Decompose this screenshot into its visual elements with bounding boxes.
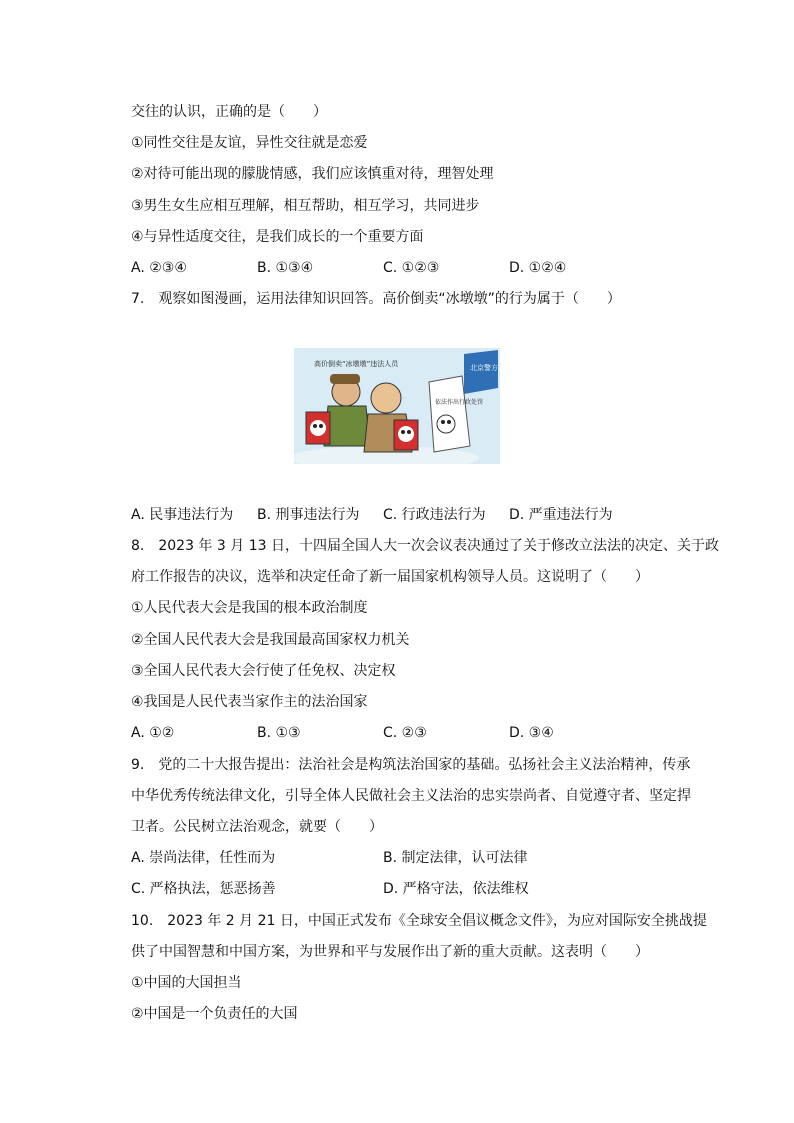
cartoon-caption: 高价倒卖“冰墩墩”违法人员 [314,360,399,368]
q6-item-4: ④与异性适度交往，是我们成长的一个重要方面 [131,229,424,245]
q8-option-a: A. ①② [131,725,175,741]
q10-item-2: ②中国是一个负责任的大国 [131,1006,298,1022]
q10-stem-line-1: 10. 2023 年 2 月 21 日，中国正式发布《全球安全倡议概念文件》，为应对国际安全挑战提 [131,913,707,929]
q8-item-4: ④我国是人民代表当家作主的法治国家 [131,694,368,710]
q8-item-2: ②全国人民代表大会是我国最高国家权力机关 [131,632,410,648]
q8-stem-line-1: 8. 2023 年 3 月 13 日，十四届全国人大一次会议表决通过了关于修改立法法的决定、关于政 [131,538,719,554]
q6-item-1: ①同性交往是友谊，异性交往就是恋爱 [131,135,368,151]
q6-option-a: A. ②③④ [131,260,187,276]
q8-option-c: C. ②③ [383,725,427,741]
q8-item-1: ①人民代表大会是我国的根本政治制度 [131,600,368,616]
q7-option-b: B. 刑事违法行为 [257,507,360,523]
q6-item-3: ③男生女生应相互理解，相互帮助，相互学习，共同进步 [131,198,480,214]
q6-item-2: ②对待可能出现的朦胧情感，我们应该慎重对待，理智处理 [131,166,494,182]
q8-option-d: D. ③④ [509,725,554,741]
q7-stem: 7. 观察如图漫画，运用法律知识回答。高价倒卖“冰墩墩”的行为属于（ ） [131,291,621,307]
scroll-label: 依法作出行政处罚 [435,399,484,406]
q10-item-1: ①中国的大国担当 [131,975,242,991]
q9-option-d: D. 严格守法，依法维权 [383,881,529,897]
flag-label: 北京警方 [470,364,498,372]
q9-stem-line-2: 中华优秀传统法律文化，引导全体人民做社会主义法治的忠实崇尚者、自觉遵守者、坚定捍 [131,788,691,804]
q9-option-b: B. 制定法律，认可法律 [383,850,528,866]
q6-option-d: D. ①②④ [509,260,567,276]
cartoon-figure [294,348,500,464]
q6-stem: 交往的认识，正确的是（ ） [131,104,327,120]
q9-stem-line-1: 9. 党的二十大报告提出：法治社会是构筑法治国家的基础。弘扬社会主义法治精神，传承 [131,757,691,773]
q8-option-b: B. ①③ [257,725,301,741]
police-flag [464,350,498,394]
cartoon-illustration [294,348,500,464]
q8-item-3: ③全国人民代表大会行使了任免权、决定权 [131,663,396,679]
q8-stem-line-2: 府工作报告的决议，选举和决定任命了新一届国家机构领导人员。这说明了（ ） [131,569,649,585]
q9-option-a: A. 崇尚法律，任性而为 [131,850,276,866]
q6-option-b: B. ①③④ [257,260,314,276]
q6-option-c: C. ①②③ [383,260,440,276]
q10-stem-line-2: 供了中国智慧和中国方案，为世界和平与发展作出了新的重大贡献。这表明（ ） [131,944,649,960]
q7-option-a: A. 民事违法行为 [131,507,234,523]
q9-stem-line-3: 卫者。公民树立法治观念，就要（ ） [131,819,383,835]
q9-option-c: C. 严格执法，惩恶扬善 [131,881,276,897]
q7-option-c: C. 行政违法行为 [383,507,486,523]
q7-option-d: D. 严重违法行为 [509,507,613,523]
